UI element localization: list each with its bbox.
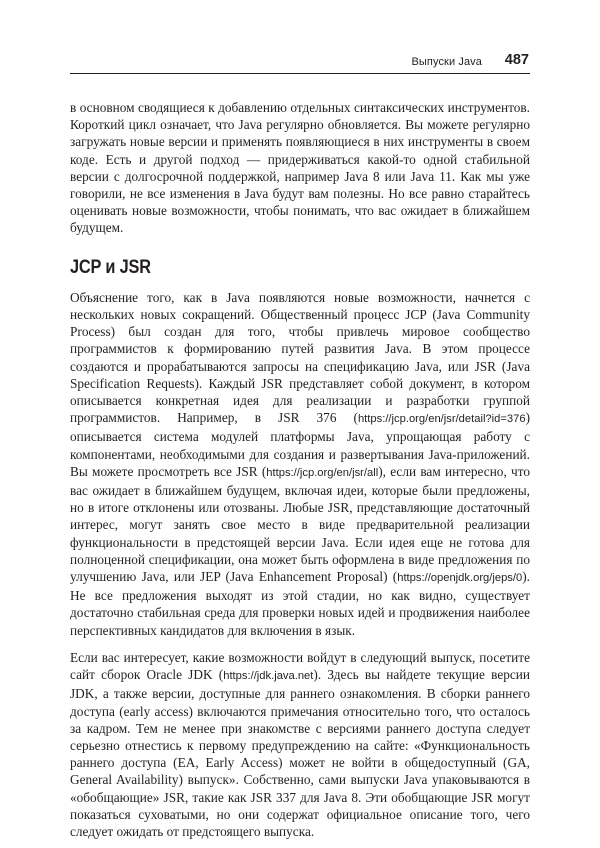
running-header	[70, 51, 530, 73]
text-run: ). Не все предложения выходят из этой стадии, но как видно, существует достаточно стабильная среда для проверки новых идей и продвижения наиболее перспективных кандидатов для включения в язык.	[70, 569, 530, 638]
body-paragraph-1	[70, 289, 530, 639]
running-title: Выпуски Java	[411, 56, 482, 68]
header-rule	[70, 73, 530, 74]
text-run: ), если вам интересно, что вас ожидает в ближайшем будущем, включая идеи, которые были предложены, но в итоге отклонены или отозваны. Любые JSR, представляющие достаточный интерес, могут занять свое место в виде предварительной реализации функциональности в предстоящей версии Java. Если идея еще не готова для полноценной спецификации, она может быть оформлена в виде предложения по улучшению Java, или JEP (Java Enhancement Proposal) (	[70, 463, 530, 585]
url-jsr-all[interactable]: https://jcp.org/en/jsr/all	[266, 466, 379, 479]
section-heading: JCP и JSR	[70, 256, 151, 278]
text-run: Если вас интересует, какие возможности войдут в следующий выпуск, посетите сайт сборок Oracle JDK (	[70, 649, 530, 683]
text-run: Объяснение того, как в Java появляются новые возможности, начнется с нескольких новых сокращений. Общественный процесс JCP (Java Community Process) был создан для того, чтобы привлечь мировое сообщество программистов к формированию путей развития Java. В этом процессе создаются и прорабатываются запросы на спецификацию Java, или JSR (Java Specification Requests). Каждый JSR представляет собой документ, в котором описывается конкретная идея для реализации и разработки группой программистов. Например, в JSR 376 (	[70, 289, 530, 426]
paragraph-gap	[70, 639, 530, 649]
body-paragraph-2	[70, 649, 530, 840]
page-body	[70, 99, 530, 840]
url-jeps[interactable]: https://openjdk.org/jeps/0	[397, 572, 523, 585]
intro-paragraph: в основном сводящиеся к добавлению отдельных синтаксических инструментов. Короткий цикл означает, что Java регулярно обновляется. Вы можете регулярно загружать новые версии и применять появляющиеся в них инструменты в своем коде. Есть и другой подход — придерживаться какой-то одной стабильной версии с долгосрочной поддержкой, например Java 8 или Java 11. Как мы уже говорили, не все изменения в Java будут вам полезны. Но все равно старайтесь оценивать новые возможности, чтобы понимать, что вас ожидает в ближайшем будущем.	[70, 100, 530, 236]
text-run: ). Здесь вы найдете текущие версии JDK, а также версии, доступные для раннего ознакомления. В сборки раннего доступа (early access) включаются примечания относительно того, что осталось за кадром. Тем не менее при знакомстве с версиями раннего доступа следует серьезно отнестись к первому предупреждению на сайте: «Функциональность раннего доступа (EA, Early Access) может не войти в общедоступный (GA, General Availability) выпуск». Собственно, сами выпуски Java упаковываются в «обобщающие» JSR, такие как JSR 337 для Java 8. Эти обобщающие JSR могут показаться суховатыми, но они содержат официальное описание того, чего следует ожидать от предстоящего выпуска.	[70, 667, 531, 839]
text-run: ) описывается система модулей платформы Java, упрощающая работу с компонентами, необходимыми для создания и развертывания Java-приложений. Вы можете просмотреть все JSR (	[70, 410, 530, 479]
page-number: 487	[504, 52, 529, 68]
url-jdk-java-net[interactable]: https://jdk.java.net	[223, 670, 314, 683]
url-jsr-376[interactable]: https://jcp.org/en/jsr/detail?id=376	[357, 413, 526, 426]
